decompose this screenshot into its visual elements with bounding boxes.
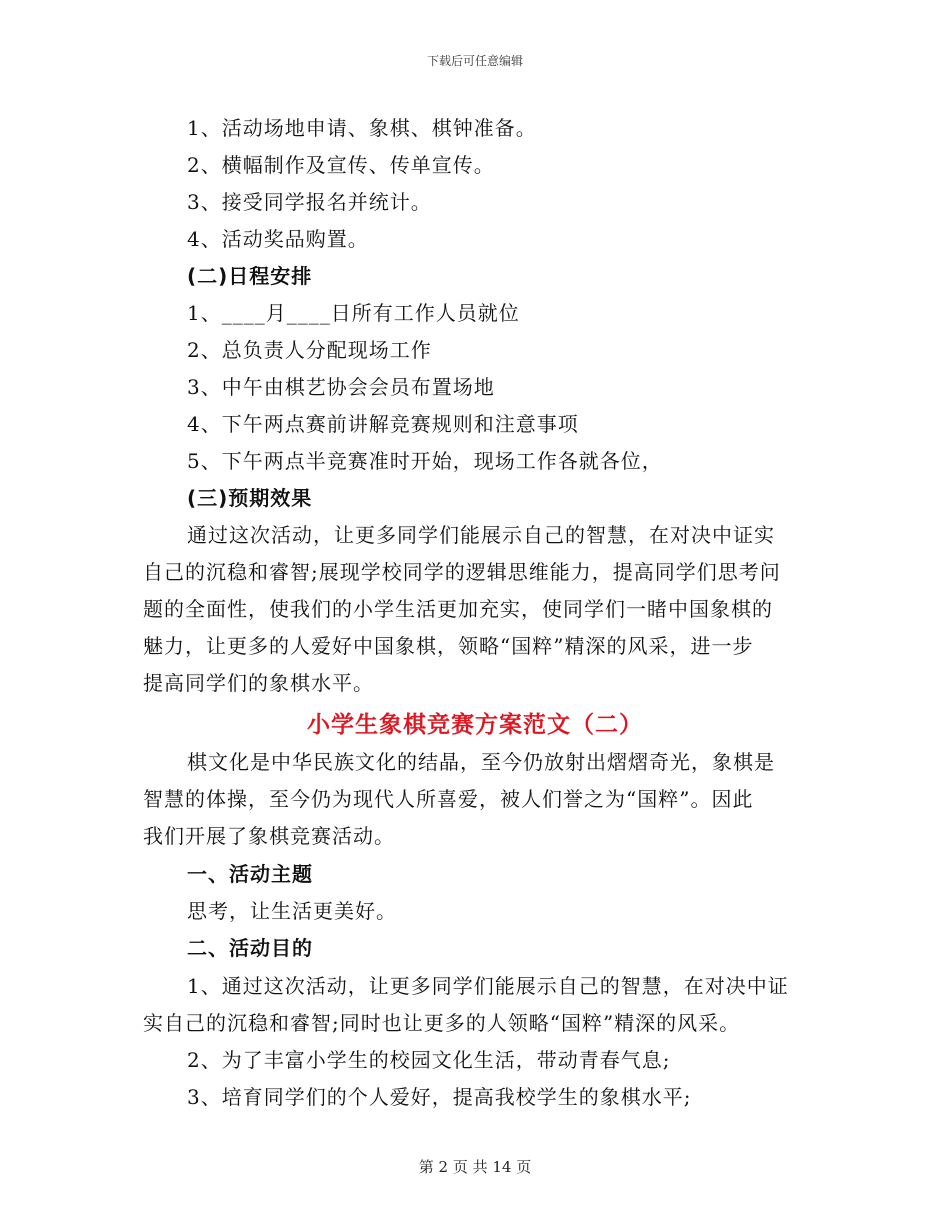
goal-line-2: 实自己的沉稳和睿智;同时也让更多的人领略“国粹”精深的风采。 <box>143 1011 741 1035</box>
theme-text: 思考，让生活更美好。 <box>187 899 397 923</box>
intro-line-2: 智慧的体操，至今仍为现代人所喜爱，被人们誉之为“国粹”。因此 <box>143 787 754 811</box>
effect-heading: (三)预期效果 <box>187 486 313 510</box>
intro-line-3: 我们开展了象棋竞赛活动。 <box>143 824 395 848</box>
goal-line-3: 2、为了丰富小学生的校园文化生活，带动青春气息; <box>187 1048 671 1072</box>
effect-line-4: 魅力，让更多的人爱好中国象棋，领略“国粹”精深的风采，进一步 <box>143 634 754 658</box>
schedule-item-4: 4、下午两点赛前讲解竞赛规则和注意事项 <box>187 412 579 436</box>
goal-heading: 二、活动目的 <box>187 936 313 960</box>
prep-item-4: 4、活动奖品购置。 <box>187 227 369 251</box>
effect-line-5: 提高同学们的象棋水平。 <box>143 671 374 695</box>
schedule-item-1: 1、____月____日所有工作人员就位 <box>187 301 520 325</box>
prep-item-3: 3、接受同学报名并统计。 <box>187 190 432 214</box>
prep-item-1: 1、活动场地申请、象棋、棋钟准备。 <box>187 116 537 140</box>
schedule-item-2: 2、总负责人分配现场工作 <box>187 338 432 362</box>
schedule-item-5: 5、下午两点半竞赛准时开始，现场工作各就各位， <box>187 449 663 473</box>
effect-line-1: 通过这次活动，让更多同学们能展示自己的智慧，在对决中证实 <box>187 523 775 547</box>
theme-heading: 一、活动主题 <box>187 862 313 886</box>
effect-line-3: 题的全面性，使我们的小学生活更加充实，使同学们一睹中国象棋的 <box>143 597 773 621</box>
schedule-heading: (二)日程安排 <box>187 264 313 288</box>
header-note: 下载后可任意编辑 <box>426 54 523 68</box>
goal-line-4: 3、培育同学们的个人爱好，提高我校学生的象棋水平; <box>187 1085 692 1109</box>
intro-line-1: 棋文化是中华民族文化的结晶，至今仍放射出熠熠奇光，象棋是 <box>187 750 775 774</box>
page-footer: 第 2 页 共 14 页 <box>418 1158 532 1176</box>
prep-item-2: 2、横幅制作及宣传、传单宣传。 <box>187 153 495 177</box>
section-title: 小学生象棋竞赛方案范文（二） <box>307 712 643 738</box>
goal-line-1: 1、通过这次活动，让更多同学们能展示自己的智慧，在对决中证 <box>187 974 789 998</box>
effect-line-2: 自己的沉稳和睿智;展现学校同学的逻辑思维能力，提高同学们思考问 <box>143 560 781 584</box>
schedule-item-3: 3、中午由棋艺协会会员布置场地 <box>187 375 495 399</box>
